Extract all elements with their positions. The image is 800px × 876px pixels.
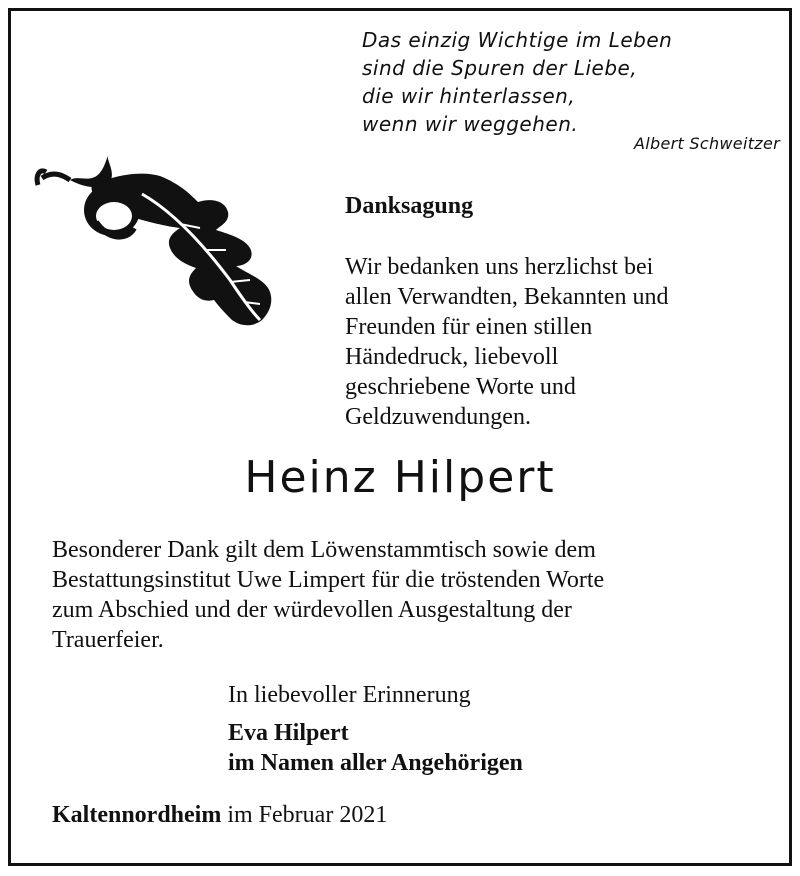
memory-line: In liebevoller Erinnerung bbox=[228, 682, 471, 708]
thanks-heading: Danksagung bbox=[345, 193, 474, 219]
quote-author: Albert Schweitzer bbox=[634, 134, 780, 153]
special-thanks-line: Bestattungsinstitut Uwe Limpert für die tröstenden Worte bbox=[52, 567, 605, 593]
deceased-name: Heinz Hilpert bbox=[244, 452, 556, 503]
quote-line-4: wenn wir weggehen. bbox=[362, 112, 579, 136]
place-date bbox=[52, 800, 387, 830]
thanks-line: Freunden für einen stillen bbox=[345, 314, 593, 340]
thanks-line: geschriebene Worte und bbox=[345, 374, 576, 400]
signer-note: im Namen aller Angehörigen bbox=[228, 750, 523, 776]
quote-line-3: die wir hinterlassen, bbox=[362, 84, 576, 108]
quote-line-2: sind die Spuren der Liebe, bbox=[362, 56, 638, 80]
signer-block bbox=[228, 718, 523, 778]
oak-leaf-with-acorn-icon bbox=[30, 150, 300, 335]
special-thanks-text bbox=[52, 535, 752, 655]
quote-line-1: Das einzig Wichtige im Leben bbox=[362, 28, 673, 52]
thanks-line: Geldzuwendungen. bbox=[345, 404, 531, 430]
thanks-line: Wir bedanken uns herzlichst bei bbox=[345, 254, 654, 280]
thanks-line: allen Verwandten, Bekannten und bbox=[345, 284, 669, 310]
place-name: Kaltennordheim bbox=[52, 802, 222, 828]
special-thanks-line: Trauerfeier. bbox=[52, 627, 164, 653]
signer-name: Eva Hilpert bbox=[228, 720, 349, 746]
date-text: im Februar 2021 bbox=[227, 802, 388, 828]
special-thanks-line: Besonderer Dank gilt dem Löwenstammtisch sowie dem bbox=[52, 537, 596, 563]
special-thanks-line: zum Abschied und der würdevollen Ausgestaltung der bbox=[52, 597, 572, 623]
quote bbox=[362, 26, 742, 138]
thanks-line: Händedruck, liebevoll bbox=[345, 344, 559, 370]
thanks-text bbox=[345, 252, 745, 432]
